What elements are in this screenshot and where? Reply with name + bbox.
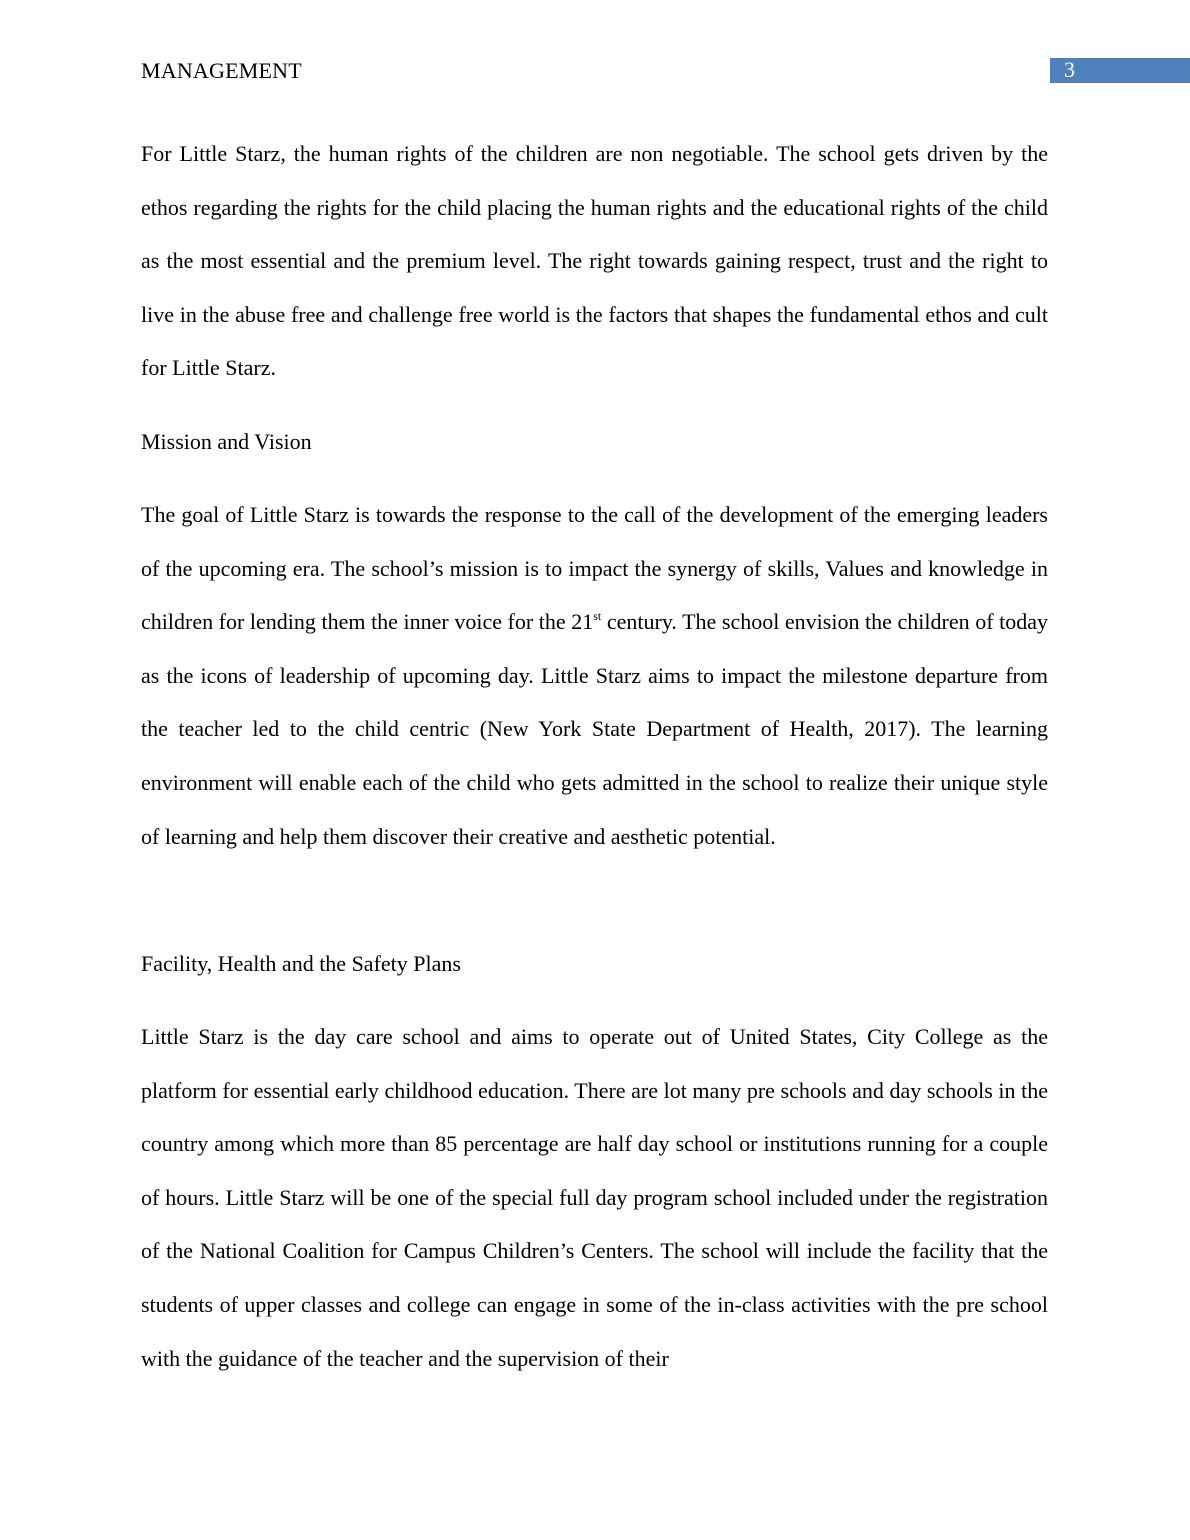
intro-paragraph: For Little Starz, the human rights of the children are non negotiable. The school gets driven by the ethos regarding the rights for the child placing the human rights and the educational rights of the child as the most essential and the premium level. The right towards gaining respect, trust and the right to live in the abuse free and challenge free world is the factors that shapes the fundamental ethos and cult for Little Starz.: [141, 141, 1048, 381]
mission-text-part2: century. The school envision the children of today as the icons of leadership of upcoming day. Little Starz aims to impact the milestone departure from the teacher led to the child centric (New York State Department of Health, 2017). The learning environment will enable each of the child who gets admitted in the school to realize their unique style of learning and help them discover their creative and aesthetic potential.: [141, 609, 1048, 849]
running-head-title: MANAGEMENT: [141, 58, 302, 83]
page-number-badge: [1050, 58, 1190, 83]
ordinal-suffix: st: [593, 609, 602, 624]
mission-text-part1: The goal of Little Starz is towards the response to the call of the development of the emerging leaders of the upcoming era. The school’s mission is to impact the synergy of skills, Values and knowledge in children for lending them the inner voice for the 21: [141, 502, 1048, 635]
facility-paragraph: Little Starz is the day care school and aims to operate out of United States, City College as the platform for essential early childhood education. There are lot many pre schools and day schools in the country among which more than 85 percentage are half day school or institutions running for a couple of hours. Little Starz will be one of the special full day program school included under the registration of the National Coalition for Campus Children’s Centers. The school will include the facility that the students of upper classes and college can engage in some of the in-class activities with the pre school with the guidance of the teacher and the supervision of their: [141, 1024, 1048, 1371]
mission-paragraph: [141, 488, 1048, 863]
page-number: 3: [1064, 57, 1075, 82]
facility-health-safety-heading: Facility, Health and the Safety Plans: [141, 951, 461, 976]
mission-vision-heading: Mission and Vision: [141, 429, 312, 454]
